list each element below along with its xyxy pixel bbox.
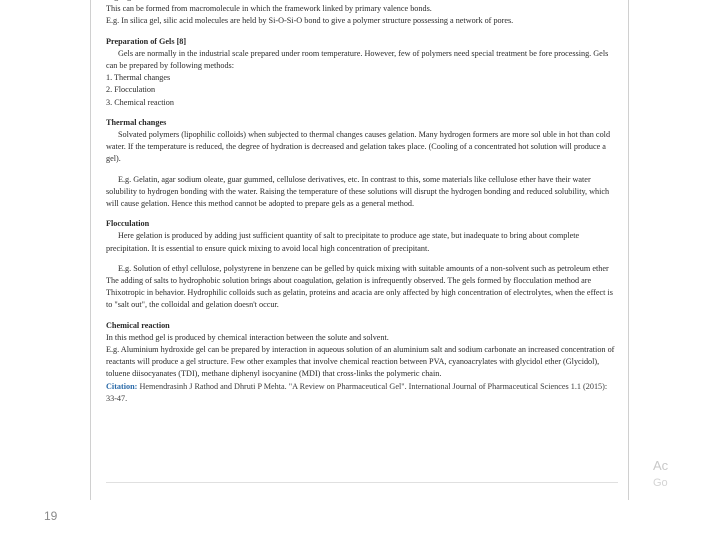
page-border-right <box>628 0 629 500</box>
flocculation-paragraph-1: Here gelation is produced by adding just sufficient quantity of salt to precipitate to produce age state, but inadequate to bring about complete precipitation. It is essential to ensure quick mixing to avoid local high concentration of precipitant. <box>106 231 580 253</box>
chemical-paragraph-1: In this method gel is produced by chemical interaction between the solute and solvent. <box>106 332 389 342</box>
section-heading-thermal: Thermal changes <box>106 117 167 127</box>
citation-divider <box>106 482 618 483</box>
activation-watermark-line-2: Go <box>653 477 668 489</box>
intro-line-1: This can be formed from macromolecule in which the framework linked by primary valence bonds. <box>106 4 432 14</box>
method-item: 2. Flocculation <box>106 85 156 95</box>
citation <box>106 381 618 405</box>
citation-label: Citation: <box>106 381 138 391</box>
section-heading-flocculation: Flocculation <box>106 219 150 229</box>
flocculation-paragraph-2: E.g. Solution of ethyl cellulose, polystyrene in benzene can be gelled by quick mixing with suitable amounts of a non-solvent such as petroleum ether The adding of salts to hydrophobic solution brings about coagulation, gelation is infrequently observed. The gels formed by flocculation method are Thixotropic in behavior. Hydrophilic colloids such as gelatin, proteins and acacia are only affected by high concentration of electrolytes, when the effect is to "salt out", the colloidal and gelation doesn't occur. <box>106 263 613 310</box>
methods-list <box>106 72 618 109</box>
document-page <box>106 0 618 505</box>
chemical-paragraph-2: E.g. Aluminium hydroxide gel can be prepared by interaction in aqueous solution of an aluminium salt and sodium carbonate an increased concentration of reactants will produce a gel structure. Few other examples that involve chemical reaction between PVA, cyanoacrylates with glycidol ether (Glycidol), toluene diisocyanates (TDI), methane diphenyl isocyanine (MDI) that cross-links the polymeric chain. <box>106 345 615 379</box>
section-heading-chemical: Chemical reaction <box>106 320 170 330</box>
thermal-paragraph-2: E.g. Gelatin, agar sodium oleate, guar gummed, cellulose derivatives, etc. In contrast to this, some materials like cellulose ether have their water solubility to hydrogen bonding with the water. Raising the temperature of these solutions will disrupt the hydrogen bonding and reduced solubility, which will cause gelation. Hence this method cannot be adopted to prepare gels as a general method. <box>106 174 610 209</box>
slide-number: 19 <box>44 509 58 523</box>
method-item: 1. Thermal changes <box>106 73 171 83</box>
intro-line-2: E.g. In silica gel, silic acid molecules are held by Si-O-Si-O bond to give a polymer structure possessing a network of pores. <box>106 16 514 26</box>
citation-text: Hemendrasinh J Rathod and Dhruti P Mehta. "A Review on Pharmaceutical Gel". International Journal of Pharmaceutical Sciences 1.1 (2015): 33-47. <box>106 381 608 403</box>
activation-watermark-line-1: Ac <box>653 458 669 473</box>
preparation-text: Gels are normally in the industrial scale prepared under room temperature. However, few of polymers need special treatment be fore processing. Gels can be prepared by following methods: <box>106 48 609 71</box>
thermal-paragraph-1: Solvated polymers (lipophilic colloids) when subjected to thermal changes causes gelation. Many hydrogen formers are more sol uble in hot than cold water. If the temperature is reduced, the degree of hydration is decreased and gelation takes place. (Cooling of a concentrated hot solution will produce a gel). <box>106 130 611 164</box>
page-border-left <box>90 0 91 500</box>
method-item: 3. Chemical reaction <box>106 97 174 107</box>
section-heading-preparation: Preparation of Gels [8] <box>106 36 187 46</box>
